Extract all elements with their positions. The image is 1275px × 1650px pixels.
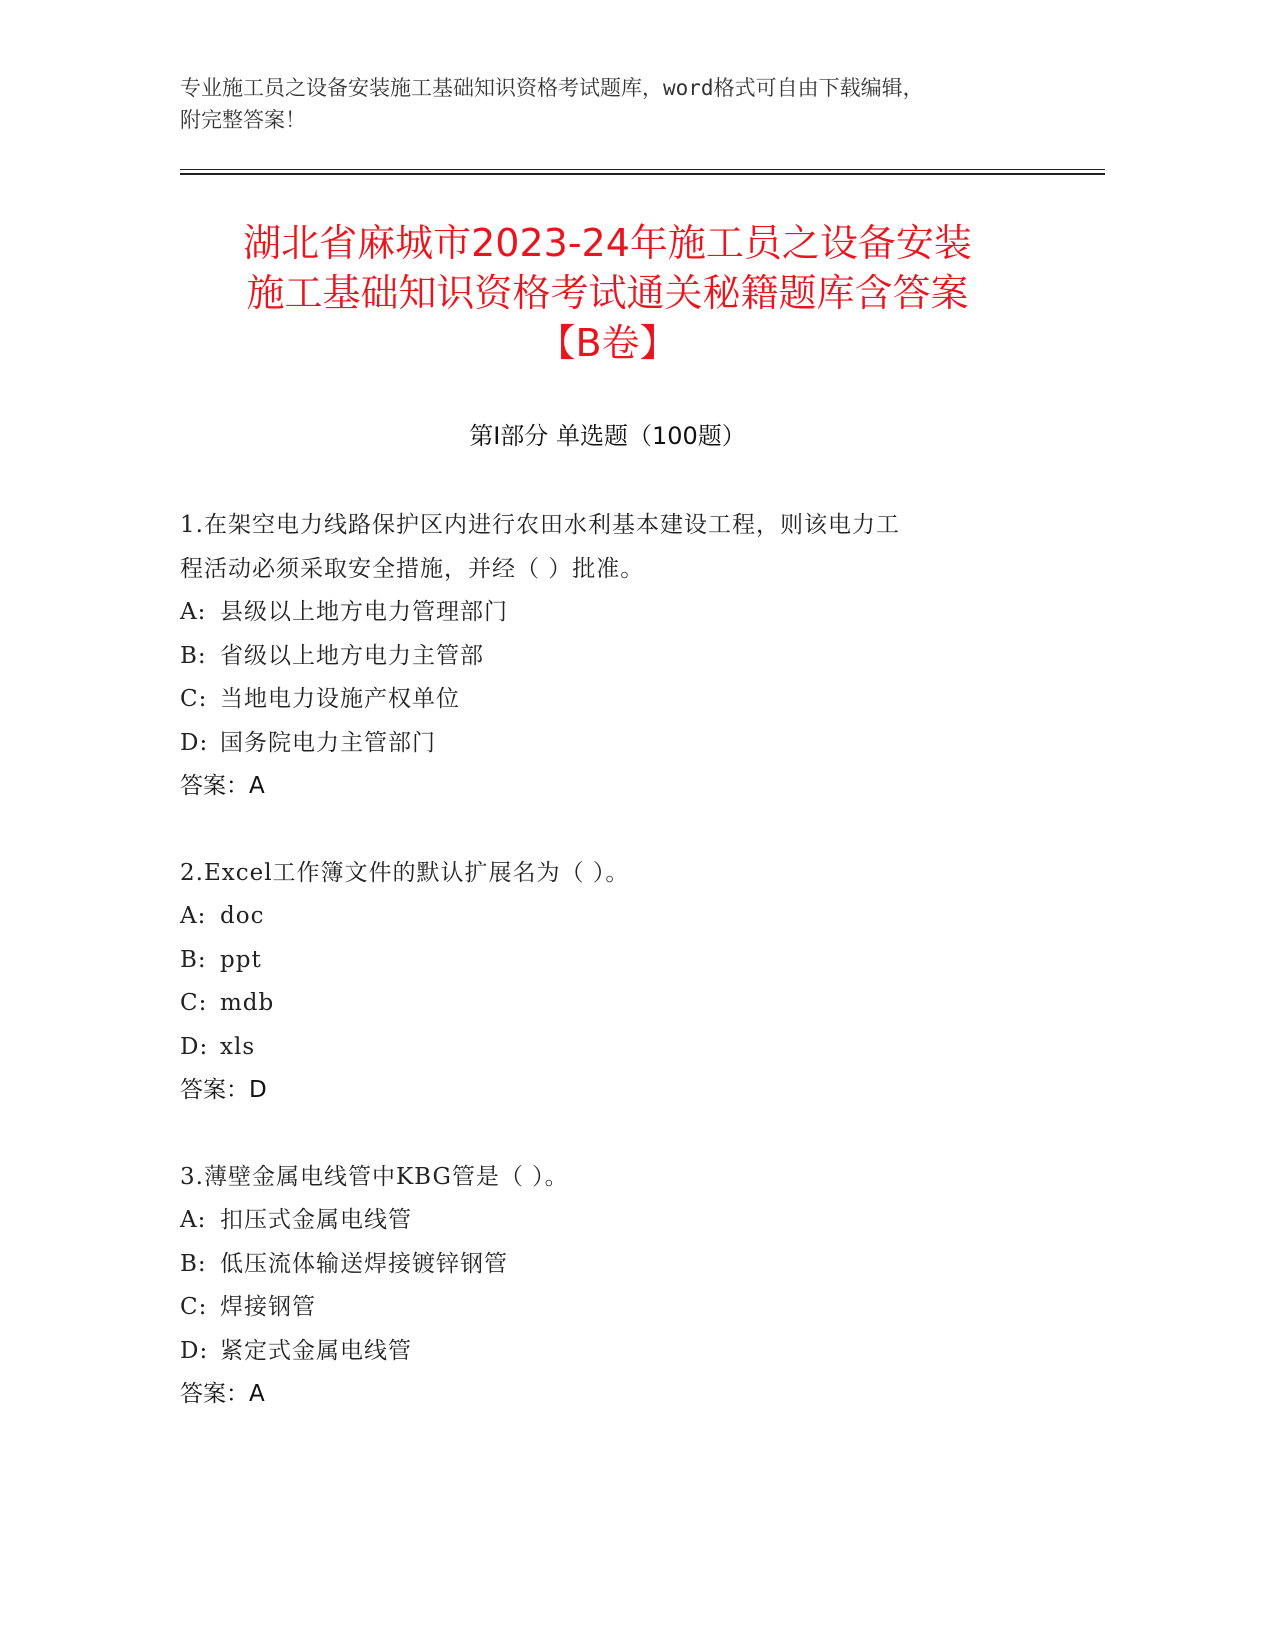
document-title-line-3: 【B卷】 (537, 321, 678, 365)
option-key: A: (180, 599, 207, 625)
answer-line: 答案：A (180, 1381, 265, 1407)
header-note-line-2: 附完整答案！ (180, 108, 306, 132)
option-d (180, 1026, 1040, 1070)
option-key: B: (180, 946, 207, 973)
option-text: 当地电力设施产权单位 (220, 686, 460, 712)
option-a (180, 895, 1040, 939)
option-b (180, 1243, 1040, 1287)
option-text: doc (220, 903, 265, 929)
option-c (180, 1286, 1040, 1330)
option-key: D: (180, 1337, 209, 1364)
option-key: A: (180, 903, 207, 929)
document-title (150, 218, 1065, 368)
question-3 (180, 1156, 1040, 1417)
option-text: 低压流体输送焊接镀锌钢管 (220, 1250, 508, 1277)
header-divider-thick (180, 173, 1105, 175)
option-text: ppt (220, 946, 262, 973)
option-b (180, 635, 1040, 679)
option-text: 国务院电力主管部门 (220, 729, 436, 756)
option-text: 县级以上地方电力管理部门 (220, 599, 508, 625)
option-text: 省级以上地方电力主管部 (220, 642, 484, 669)
question-2 (180, 852, 1040, 1113)
document-title-line-1: 湖北省麻城市2023-24年施工员之设备安装 (243, 221, 972, 265)
option-text: 扣压式金属电线管 (220, 1207, 412, 1233)
option-a (180, 1199, 1040, 1243)
option-c (180, 982, 1040, 1026)
header-note (180, 72, 1040, 136)
question-text-line: 程活动必须采取安全措施，并经（ ）批准。 (180, 555, 645, 582)
option-key: D: (180, 1033, 209, 1060)
option-key: C: (180, 1294, 208, 1320)
document-title-line-2: 施工基础知识资格考试通关秘籍题库含答案 (246, 271, 969, 315)
option-key: B: (180, 642, 207, 669)
option-b (180, 939, 1040, 983)
option-text: 焊接钢管 (220, 1294, 316, 1320)
question-text-line: 1.在架空电力线路保护区内进行农田水利基本建设工程，则该电力工 (180, 512, 900, 538)
question-1 (180, 504, 1040, 809)
option-text: xls (220, 1033, 256, 1060)
option-key: D: (180, 729, 209, 756)
option-key: B: (180, 1250, 207, 1277)
header-divider-thin (180, 169, 1105, 170)
option-d (180, 722, 1040, 766)
answer-line: 答案：D (180, 1077, 267, 1103)
option-key: C: (180, 990, 208, 1016)
option-text: mdb (220, 990, 275, 1016)
option-text: 紧定式金属电线管 (220, 1337, 412, 1364)
option-key: A: (180, 1207, 207, 1233)
header-note-line-1: 专业施工员之设备安装施工基础知识资格考试题库，word格式可自由下载编辑， (180, 76, 924, 100)
option-c (180, 678, 1040, 722)
section-heading: 第Ⅰ部分 单选题（100题） (469, 422, 746, 450)
question-list (180, 504, 1040, 1460)
question-text-line: 2.Excel工作簿文件的默认扩展名为（ ）。 (180, 859, 630, 886)
question-text-line: 3.薄壁金属电线管中KBG管是（ ）。 (180, 1163, 569, 1190)
answer-line: 答案：A (180, 773, 265, 799)
option-key: C: (180, 686, 208, 712)
option-a (180, 591, 1040, 635)
option-d (180, 1330, 1040, 1374)
